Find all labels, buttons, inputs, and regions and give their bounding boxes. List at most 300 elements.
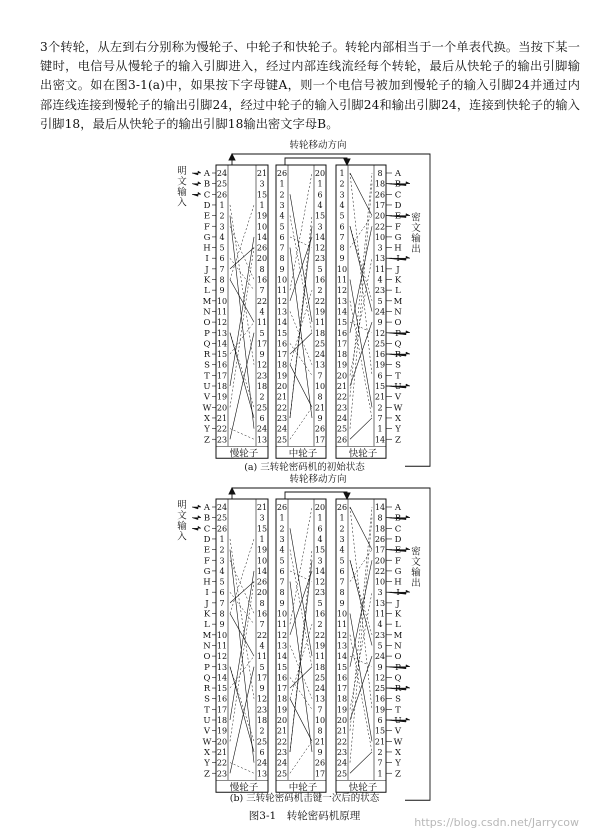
- middle-left-pin: 11: [276, 286, 288, 296]
- slow-right-pin: 9: [259, 684, 265, 694]
- output-letter-T: T: [395, 371, 401, 382]
- middle-left-pin: 19: [276, 371, 288, 381]
- fast-right-pin: 21: [374, 737, 386, 747]
- slow-left-pin: 18: [216, 716, 228, 725]
- input-letter-V: V: [203, 726, 211, 737]
- input-letter-M: M: [202, 630, 212, 641]
- fast-right-pin: 11: [374, 609, 386, 619]
- slow-left-pin: 23: [216, 769, 228, 779]
- middle-right-pin: 4: [317, 534, 323, 544]
- slow-right-pin: 21: [256, 503, 268, 512]
- slow-left-pin: 23: [216, 435, 228, 445]
- input-letter-L: L: [204, 286, 210, 297]
- fast-left-pin: 2: [339, 524, 345, 534]
- middle-right-pin: 19: [314, 641, 326, 651]
- slow-left-pin: 4: [219, 566, 225, 576]
- slow-left-pin: 26: [216, 190, 228, 200]
- slow-left-pin: 13: [216, 662, 228, 672]
- fast-left-pin: 3: [339, 534, 345, 544]
- slow-right-pin: 3: [259, 179, 265, 189]
- middle-left-pin: 22: [276, 737, 288, 747]
- middle-left-pin: 21: [276, 726, 288, 736]
- middle-right-pin: 25: [314, 673, 326, 683]
- middle-right-pin: 17: [314, 769, 326, 779]
- slow-left-pin: 7: [219, 598, 225, 608]
- slow-right-pin: 3: [259, 513, 265, 523]
- ciphertext-output-label: [411, 212, 421, 256]
- fast-left-pin: 11: [336, 275, 348, 285]
- middle-left-pin: 10: [276, 275, 288, 285]
- fast-left-pin: 20: [336, 371, 348, 381]
- fast-right-pin: 10: [374, 577, 386, 587]
- input-letter-Y: Y: [204, 424, 210, 435]
- slow-right-pin: 1: [259, 534, 265, 544]
- plaintext-input-label-char: 明: [177, 500, 187, 511]
- figure-a: [0, 136, 609, 476]
- fast-right-pin: 12: [374, 673, 386, 683]
- middle-rotor-label: 中轮子: [288, 448, 318, 460]
- ciphertext-output-label-char: 输: [411, 233, 421, 245]
- slow-left-pin: 11: [216, 307, 228, 317]
- fast-right-pin: 25: [374, 339, 386, 349]
- output-letter-Z: Z: [395, 769, 401, 780]
- output-letter-G: G: [394, 566, 402, 577]
- input-letter-Q: Q: [203, 339, 211, 350]
- input-letter-J: J: [205, 264, 209, 275]
- fast-left-pin: 21: [336, 382, 348, 391]
- fast-left-pin: 21: [336, 726, 348, 736]
- ciphertext-output-label: [411, 546, 421, 590]
- slow-left-pin: 21: [216, 747, 228, 757]
- output-letter-X: X: [394, 413, 402, 424]
- middle-right-pin: 1: [317, 179, 323, 189]
- output-letter-W: W: [393, 737, 403, 748]
- plaintext-input-label-char: 输: [177, 187, 187, 198]
- fast-left-pin: 23: [336, 747, 348, 757]
- input-letter-T: T: [204, 371, 210, 382]
- output-letter-F: F: [395, 556, 401, 567]
- slow-right-pin: 15: [256, 524, 268, 534]
- middle-left-pin: 18: [276, 360, 288, 370]
- slow-right-pin: 15: [256, 190, 268, 200]
- slow-left-pin: 24: [216, 169, 228, 178]
- slow-right-pin: 5: [259, 662, 265, 672]
- middle-left-pin: 18: [276, 694, 288, 704]
- middle-left-pin: 20: [276, 716, 288, 725]
- slow-left-pin: 4: [219, 232, 225, 242]
- output-letter-M: M: [393, 630, 403, 641]
- fast-left-pin: 17: [336, 684, 348, 694]
- slow-left-pin: 5: [219, 577, 225, 587]
- output-letter-O: O: [394, 318, 402, 329]
- fast-right-pin: 13: [374, 598, 386, 608]
- slow-left-pin: 13: [216, 328, 228, 338]
- plaintext-input-label: [177, 500, 187, 543]
- slow-right-pin: 8: [259, 598, 265, 608]
- fast-right-pin: 11: [374, 264, 386, 274]
- fast-right-pin: 17: [374, 545, 386, 555]
- slow-right-pin: 14: [256, 566, 268, 576]
- fast-right-pin: 15: [374, 382, 386, 391]
- output-letter-C: C: [394, 190, 402, 201]
- slow-right-pin: 25: [256, 737, 268, 747]
- fast-rotor-label: 快轮子: [348, 448, 378, 460]
- slow-left-pin: 17: [216, 371, 228, 381]
- input-letter-G: G: [203, 232, 211, 243]
- fast-left-pin: 9: [339, 254, 345, 264]
- slow-left-pin: 15: [216, 350, 228, 360]
- middle-right-pin: 18: [314, 662, 326, 672]
- slow-right-pin: 24: [256, 424, 268, 434]
- fast-right-pin: 1: [377, 769, 383, 779]
- output-letter-J: J: [396, 598, 400, 609]
- fast-right-pin: 4: [377, 620, 383, 630]
- rotor-fast: [336, 165, 386, 459]
- figure-b-caption: (b) 三转轮密码机击键一次后的状态: [229, 793, 380, 804]
- middle-right-pin: 10: [314, 382, 326, 391]
- middle-left-pin: 20: [276, 382, 288, 391]
- slow-left-pin: 7: [219, 264, 225, 274]
- middle-right-pin: 21: [314, 403, 326, 413]
- fast-right-pin: 2: [377, 747, 383, 757]
- slow-left-pin: 3: [219, 222, 225, 232]
- fast-left-pin: 16: [336, 328, 348, 338]
- fast-left-pin: 4: [339, 545, 345, 555]
- body-paragraph: 3个转轮，从左到右分别称为慢轮子、中轮子和快轮子。转轮内部相当于一个单表代换。当按下某一键时，电信号从慢轮子的输入引脚进入，经过内部连线流经每个转轮，最后从快轮子的输出引脚输出密文。如在图3-1(a)中，如果按下字母键A，则一个电信号被加到慢轮子的输入引脚24并通过内部连线连接到慢轮子的输出引脚24，经过中轮子的输入引脚24和输出引脚24，连接到快轮子的输入引脚18，最后从快轮子的输出引脚18输出密文字母B。: [40, 40, 580, 131]
- fast-right-pin: 18: [374, 524, 386, 534]
- slow-right-pin: 22: [256, 296, 268, 306]
- middle-right-pin: 3: [317, 222, 323, 232]
- slow-left-pin: 1: [219, 200, 225, 210]
- input-letter-S: S: [204, 694, 210, 705]
- slow-right-pin: 20: [256, 254, 268, 264]
- input-letter-V: V: [203, 392, 211, 403]
- fast-left-pin: 26: [336, 503, 348, 512]
- middle-left-pin: 14: [276, 318, 288, 328]
- slow-right-pin: 18: [256, 382, 268, 391]
- input-letter-E: E: [203, 211, 211, 222]
- watermark: https://blog.csdn.net/Jarrycow: [414, 816, 579, 829]
- middle-left-pin: 16: [276, 673, 288, 683]
- slow-right-pin: 8: [259, 264, 265, 274]
- middle-rotor-label: 中轮子: [288, 782, 318, 794]
- middle-right-pin: 20: [314, 503, 326, 512]
- plaintext-input-label: [177, 166, 187, 209]
- slow-right-pin: 26: [256, 243, 268, 253]
- fast-right-pin: 8: [377, 169, 383, 178]
- slow-left-pin: 24: [216, 503, 228, 512]
- middle-right-pin: 24: [314, 350, 326, 360]
- middle-left-pin: 13: [276, 641, 288, 651]
- fast-right-pin: 6: [377, 716, 383, 725]
- middle-right-pin: 21: [314, 737, 326, 747]
- middle-left-pin: 23: [276, 413, 288, 423]
- slow-right-pin: 17: [256, 339, 268, 349]
- fast-right-pin: 18: [374, 179, 386, 189]
- slow-left-pin: 14: [216, 673, 228, 683]
- middle-left-pin: 13: [276, 307, 288, 317]
- middle-right-pin: 5: [317, 598, 323, 608]
- output-letter-H: H: [394, 577, 402, 588]
- slow-right-pin: 21: [256, 169, 268, 178]
- slow-right-pin: 19: [256, 211, 268, 221]
- input-letter-B: B: [203, 179, 211, 190]
- middle-left-pin: 9: [279, 598, 285, 608]
- slow-right-pin: 2: [259, 392, 265, 402]
- input-letter-J: J: [205, 598, 209, 609]
- slow-left-pin: 12: [216, 652, 228, 662]
- ciphertext-output-label-char: 文: [411, 223, 421, 235]
- middle-left-pin: 16: [276, 339, 288, 349]
- fast-left-pin: 13: [336, 296, 348, 306]
- input-letter-G: G: [203, 566, 211, 577]
- output-letter-D: D: [394, 534, 402, 545]
- middle-right-pin: 25: [314, 339, 326, 349]
- input-arrow: [192, 171, 201, 175]
- input-letter-H: H: [203, 243, 211, 254]
- input-arrow: [192, 516, 201, 520]
- middle-right-pin: 14: [314, 566, 326, 576]
- output-letter-Y: Y: [395, 424, 401, 435]
- slow-right-pin: 12: [256, 694, 268, 704]
- slow-left-pin: 20: [216, 403, 228, 413]
- fast-right-pin: 1: [377, 424, 383, 434]
- slow-left-pin: 10: [216, 630, 228, 640]
- rotor-slow: [216, 165, 268, 459]
- fast-right-pin: 16: [374, 694, 386, 704]
- middle-right-pin: 6: [317, 190, 323, 200]
- fast-left-pin: 4: [339, 200, 345, 210]
- fast-left-pin: 22: [336, 392, 348, 402]
- fast-right-pin: 24: [374, 652, 386, 662]
- output-letter-N: N: [394, 307, 402, 318]
- slow-rotor-label: 慢轮子: [229, 448, 259, 460]
- slow-right-pin: 11: [256, 318, 268, 328]
- output-letter-O: O: [394, 652, 402, 663]
- input-letter-P: P: [204, 662, 210, 673]
- fast-right-pin: 12: [374, 328, 386, 338]
- middle-left-pin: 8: [279, 254, 285, 264]
- slow-right-pin: 6: [259, 413, 265, 423]
- input-letter-D: D: [203, 200, 211, 211]
- input-letter-T: T: [204, 705, 210, 716]
- plaintext-input-label-char: 文: [177, 176, 187, 188]
- output-letter-M: M: [393, 296, 403, 307]
- output-letter-C: C: [394, 524, 402, 535]
- fast-right-pin: 5: [377, 641, 383, 651]
- slow-rotor-label: 慢轮子: [229, 782, 259, 794]
- middle-right-pin: 11: [314, 318, 326, 328]
- fast-right-pin: 14: [374, 435, 386, 445]
- fast-right-pin: 17: [374, 200, 386, 210]
- fast-left-pin: 18: [336, 350, 348, 360]
- fast-right-pin: 8: [377, 513, 383, 523]
- slow-left-pin: 14: [216, 339, 228, 349]
- fast-right-pin: 7: [377, 758, 383, 768]
- fast-right-pin: 2: [377, 403, 383, 413]
- middle-right-pin: 12: [314, 577, 326, 587]
- fast-right-pin: 7: [377, 413, 383, 423]
- slow-left-pin: 20: [216, 737, 228, 747]
- fast-left-pin: 8: [339, 588, 345, 598]
- fast-left-pin: 6: [339, 566, 345, 576]
- plaintext-input-label-char: 明: [177, 166, 187, 177]
- middle-right-pin: 2: [317, 286, 323, 296]
- input-letter-U: U: [203, 382, 211, 392]
- fast-right-pin: 5: [377, 296, 383, 306]
- ciphertext-output-label-char: 密: [411, 546, 421, 558]
- slow-right-pin: 22: [256, 630, 268, 640]
- input-letter-Z: Z: [204, 435, 210, 446]
- fast-right-pin: 20: [374, 556, 386, 566]
- input-arrow: [192, 526, 201, 530]
- fast-right-pin: 15: [374, 726, 386, 736]
- input-letter-F: F: [204, 556, 210, 567]
- fast-left-pin: 25: [336, 769, 348, 779]
- fast-left-pin: 10: [336, 264, 348, 274]
- input-letter-D: D: [203, 534, 211, 545]
- fast-right-pin: 25: [374, 684, 386, 694]
- output-letter-G: G: [394, 232, 402, 243]
- middle-right-pin: 3: [317, 556, 323, 566]
- middle-right-pin: 1: [317, 513, 323, 523]
- slow-right-pin: 7: [259, 286, 265, 296]
- slow-right-pin: 17: [256, 673, 268, 683]
- slow-right-pin: 26: [256, 577, 268, 587]
- figure-label: 图3-1 转轮密码机原理: [248, 810, 361, 822]
- slow-right-pin: 19: [256, 545, 268, 555]
- output-letter-X: X: [394, 747, 402, 758]
- plaintext-input-label-char: 入: [177, 531, 187, 543]
- middle-right-pin: 15: [314, 211, 326, 221]
- middle-right-pin: 16: [314, 275, 326, 285]
- fast-left-pin: 19: [336, 360, 348, 370]
- fast-left-pin: 11: [336, 620, 348, 630]
- slow-right-pin: 10: [256, 556, 268, 566]
- middle-left-pin: 1: [279, 179, 285, 189]
- slow-right-pin: 14: [256, 232, 268, 242]
- input-letter-M: M: [202, 296, 212, 307]
- fast-right-pin: 19: [374, 360, 386, 370]
- plaintext-input-label-char: 输: [177, 521, 187, 532]
- fast-right-pin: 26: [374, 534, 386, 544]
- middle-left-pin: 24: [276, 758, 288, 768]
- output-letter-W: W: [393, 403, 403, 414]
- middle-left-pin: 7: [279, 243, 285, 253]
- slow-right-pin: 24: [256, 758, 268, 768]
- middle-left-pin: 7: [279, 577, 285, 587]
- input-letter-W: W: [202, 737, 212, 748]
- fast-left-pin: 3: [339, 190, 345, 200]
- fast-left-pin: 20: [336, 716, 348, 725]
- output-letter-H: H: [394, 243, 402, 254]
- middle-left-pin: 5: [279, 222, 285, 232]
- input-letter-U: U: [203, 716, 211, 726]
- slow-left-pin: 9: [219, 620, 225, 630]
- fast-left-pin: 17: [336, 339, 348, 349]
- slow-left-pin: 22: [216, 424, 228, 434]
- middle-left-pin: 17: [276, 350, 288, 360]
- output-letter-N: N: [394, 641, 402, 652]
- fast-left-pin: 22: [336, 737, 348, 747]
- middle-left-pin: 8: [279, 588, 285, 598]
- fast-left-pin: 24: [336, 413, 348, 423]
- slow-left-pin: 26: [216, 524, 228, 534]
- output-letter-V: V: [394, 392, 402, 403]
- middle-left-pin: 12: [276, 296, 288, 306]
- middle-right-pin: 6: [317, 524, 323, 534]
- plaintext-input-label-char: 入: [177, 197, 187, 209]
- input-letter-K: K: [203, 275, 211, 286]
- fast-right-pin: 19: [374, 705, 386, 715]
- slow-right-pin: 23: [256, 705, 268, 715]
- middle-right-pin: 26: [314, 424, 326, 434]
- fast-left-pin: 6: [339, 222, 345, 232]
- middle-left-pin: 6: [279, 232, 285, 242]
- input-letter-R: R: [203, 350, 211, 361]
- middle-right-pin: 12: [314, 243, 326, 253]
- slow-right-pin: 12: [256, 360, 268, 370]
- fast-right-pin: 9: [377, 318, 383, 328]
- fast-left-pin: 12: [336, 630, 348, 640]
- output-letter-S: S: [395, 694, 401, 705]
- fast-left-pin: 5: [339, 211, 345, 221]
- middle-right-pin: 11: [314, 652, 326, 662]
- ciphertext-output-label-char: 出: [411, 244, 421, 256]
- ciphertext-output-label-char: 密: [411, 212, 421, 224]
- input-letter-X: X: [203, 747, 211, 758]
- middle-left-pin: 24: [276, 424, 288, 434]
- slow-left-pin: 10: [216, 296, 228, 306]
- input-letter-W: W: [202, 403, 212, 414]
- slow-left-pin: 6: [219, 588, 225, 598]
- fast-right-pin: 3: [377, 243, 383, 253]
- input-letter-I: I: [205, 254, 209, 265]
- input-letter-O: O: [203, 652, 211, 663]
- input-letter-Y: Y: [204, 758, 210, 769]
- fast-right-pin: 3: [377, 588, 383, 598]
- middle-right-pin: 8: [317, 392, 323, 402]
- input-letter-I: I: [205, 588, 209, 599]
- middle-right-pin: 19: [314, 307, 326, 317]
- input-letter-B: B: [203, 513, 211, 524]
- middle-left-pin: 26: [276, 169, 288, 178]
- figure-b: [0, 470, 609, 800]
- middle-left-pin: 10: [276, 609, 288, 619]
- fast-left-pin: 9: [339, 598, 345, 608]
- middle-left-pin: 23: [276, 747, 288, 757]
- fast-left-pin: 14: [336, 307, 348, 317]
- slow-left-pin: 22: [216, 758, 228, 768]
- fast-left-pin: 13: [336, 641, 348, 651]
- output-letter-L: L: [395, 620, 401, 631]
- fast-right-pin: 4: [377, 275, 383, 285]
- middle-right-pin: 20: [314, 169, 326, 178]
- slow-left-pin: 3: [219, 556, 225, 566]
- middle-left-pin: 6: [279, 566, 285, 576]
- middle-left-pin: 11: [276, 620, 288, 630]
- slow-left-pin: 21: [216, 413, 228, 423]
- output-letter-V: V: [394, 726, 402, 737]
- middle-right-pin: 13: [314, 360, 326, 370]
- slow-left-pin: 12: [216, 318, 228, 328]
- fast-left-pin: 15: [336, 318, 348, 328]
- middle-right-pin: 9: [317, 747, 323, 757]
- slow-left-pin: 1: [219, 534, 225, 544]
- middle-left-pin: 19: [276, 705, 288, 715]
- fast-left-pin: 15: [336, 662, 348, 672]
- middle-left-pin: 22: [276, 403, 288, 413]
